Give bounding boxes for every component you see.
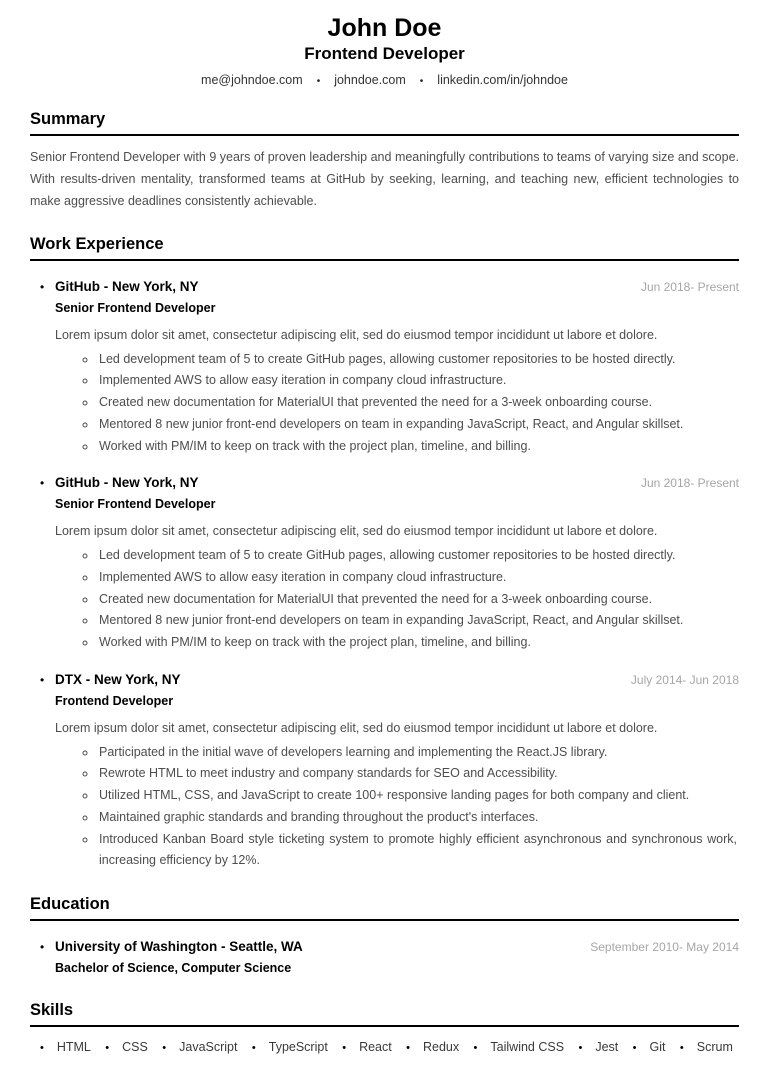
job-role: Senior Frontend Developer: [55, 300, 216, 315]
skill-item: [406, 1040, 459, 1054]
job-bullet-item: ◦ Introduced Kanban Board style ticketing system to promote highly efficient asynchronous and synchronous work, increasing efficiency by 12%.: [97, 829, 737, 872]
job-dates: Jun 2018- Present: [640, 279, 739, 294]
skill-item: [474, 1040, 565, 1054]
job-bullet-item: ◦ Led development team of 5 to create GitHub pages, allowing customer repositories to be hosted directly.: [97, 545, 737, 567]
job-bullet-item: ◦ Utilized HTML, CSS, and JavaScript to create 100+ responsive landing pages for both company and client.: [97, 785, 737, 807]
job-description: Lorem ipsum dolor sit amet, consectetur adipiscing elit, sed do eiusmod tempor incididunt ut labore et dolore.: [55, 524, 658, 539]
job-company: GitHub - New York, NY: [55, 475, 199, 491]
job-bullet-list: [97, 742, 737, 872]
education-entry: [30, 936, 739, 978]
list-bullet-icon: [30, 472, 55, 494]
skill-item: [633, 1040, 666, 1054]
job-bullet-item: ◦ Led development team of 5 to create GitHub pages, allowing customer repositories to be hosted directly.: [97, 349, 737, 371]
job-company: DTX - New York, NY: [55, 671, 181, 687]
skill-item: [578, 1040, 618, 1054]
skill-item: [162, 1040, 237, 1054]
work-experience-section: [30, 235, 739, 872]
job-header: [30, 472, 739, 494]
bullet-separator: [420, 73, 424, 87]
job-bullet-item: ◦ Maintained graphic standards and branding throughout the product's interfaces.: [97, 807, 737, 829]
job-company: GitHub - New York, NY: [55, 278, 199, 294]
summary-text: Senior Frontend Developer with 9 years of proven leadership and meaningfully contributions to teams of varying size and scope. With results-driven mentality, transformed teams at GitHub by seeking, learning, and teaching new, efficient technologies to make aggressive deadlines consistently achievable.: [30, 149, 739, 208]
job-description: Lorem ipsum dolor sit amet, consectetur adipiscing elit, sed do eiusmod tempor incididunt ut labore et dolore.: [55, 720, 658, 735]
job-bullet-list: [97, 349, 737, 458]
summary-heading: Summary: [30, 110, 739, 136]
skill-label: • Jest: [595, 1040, 619, 1054]
skill-label: • React: [359, 1040, 392, 1054]
skill-label: • Git: [649, 1040, 666, 1054]
job-bullet-item: ◦ Mentored 8 new junior front-end developers on team in expanding JavaScript, React, and Angular skillset.: [97, 610, 737, 632]
list-bullet-icon: [30, 936, 55, 958]
job-bullet-item: ◦ Worked with PM/IM to keep on track with the project plan, timeline, and billing.: [97, 632, 737, 654]
education-header: [30, 936, 739, 958]
education-degree: Bachelor of Science, Computer Science: [55, 961, 292, 975]
skill-label: • Tailwind CSS: [490, 1040, 565, 1054]
list-bullet-icon: [30, 669, 55, 691]
job-dates: Jun 2018- Present: [640, 476, 739, 491]
job-entry: [30, 472, 739, 654]
skill-item: [252, 1040, 328, 1054]
job-dates: July 2014- Jun 2018: [630, 672, 739, 687]
skill-item: [680, 1040, 733, 1054]
job-bullet-item: ◦ Mentored 8 new junior front-end developers on team in expanding JavaScript, React, and Angular skillset.: [97, 414, 737, 436]
list-bullet-icon: [30, 276, 55, 298]
job-bullet-item: ◦ Rewrote HTML to meet industry and company standards for SEO and Accessibility.: [97, 763, 737, 785]
skill-item: [40, 1040, 91, 1054]
job-bullet-item: ◦ Worked with PM/IM to keep on track with the project plan, timeline, and billing.: [97, 436, 737, 458]
skill-label: • JavaScript: [179, 1040, 238, 1054]
education-heading: Education: [30, 895, 739, 921]
contact-row: [30, 73, 739, 87]
job-bullet-item: ◦ Implemented AWS to allow easy iteration in company cloud infrastructure.: [97, 370, 737, 392]
job-bullet-item: ◦ Implemented AWS to allow easy iteration in company cloud infrastructure.: [97, 567, 737, 589]
bullet-separator: [317, 73, 321, 87]
skill-label: • Scrum: [696, 1040, 733, 1054]
skills-section: [30, 1001, 739, 1054]
skills-heading: Skills: [30, 1001, 739, 1027]
contact-website: johndoe.com: [334, 72, 406, 87]
skill-item: [342, 1040, 392, 1054]
summary-section: [30, 110, 739, 212]
education-dates: September 2010- May 2014: [590, 940, 739, 954]
job-bullet-list: [97, 545, 737, 654]
job-bullet-item: ◦ Created new documentation for MaterialUI that prevented the need for a 3-week onboarding course.: [97, 392, 737, 414]
job-header: [30, 669, 739, 691]
work-experience-heading: Work Experience: [30, 235, 739, 261]
resume-header: [30, 14, 739, 87]
job-header: [30, 276, 739, 298]
skill-label: • TypeScript: [268, 1040, 328, 1054]
skill-item: [105, 1040, 148, 1054]
job-entry: [30, 669, 739, 872]
contact-linkedin: linkedin.com/in/johndoe: [437, 72, 568, 87]
skills-list: [30, 1040, 739, 1054]
job-bullet-item: ◦ Participated in the initial wave of developers learning and implementing the React.JS library.: [97, 742, 737, 764]
contact-email: me@johndoe.com: [201, 72, 303, 87]
job-bullet-item: ◦ Created new documentation for MaterialUI that prevented the need for a 3-week onboarding course.: [97, 589, 737, 611]
skill-label: • HTML: [56, 1040, 91, 1054]
education-school: University of Washington - Seattle, WA: [55, 939, 303, 954]
job-description: Lorem ipsum dolor sit amet, consectetur adipiscing elit, sed do eiusmod tempor incididunt ut labore et dolore.: [55, 327, 658, 342]
skill-label: • Redux: [423, 1040, 460, 1054]
candidate-name: John Doe: [327, 14, 442, 42]
job-role: Senior Frontend Developer: [55, 497, 216, 512]
skill-label: • CSS: [122, 1040, 148, 1054]
job-entry: [30, 276, 739, 458]
candidate-title: Frontend Developer: [304, 43, 465, 63]
job-role: Frontend Developer: [55, 693, 174, 708]
